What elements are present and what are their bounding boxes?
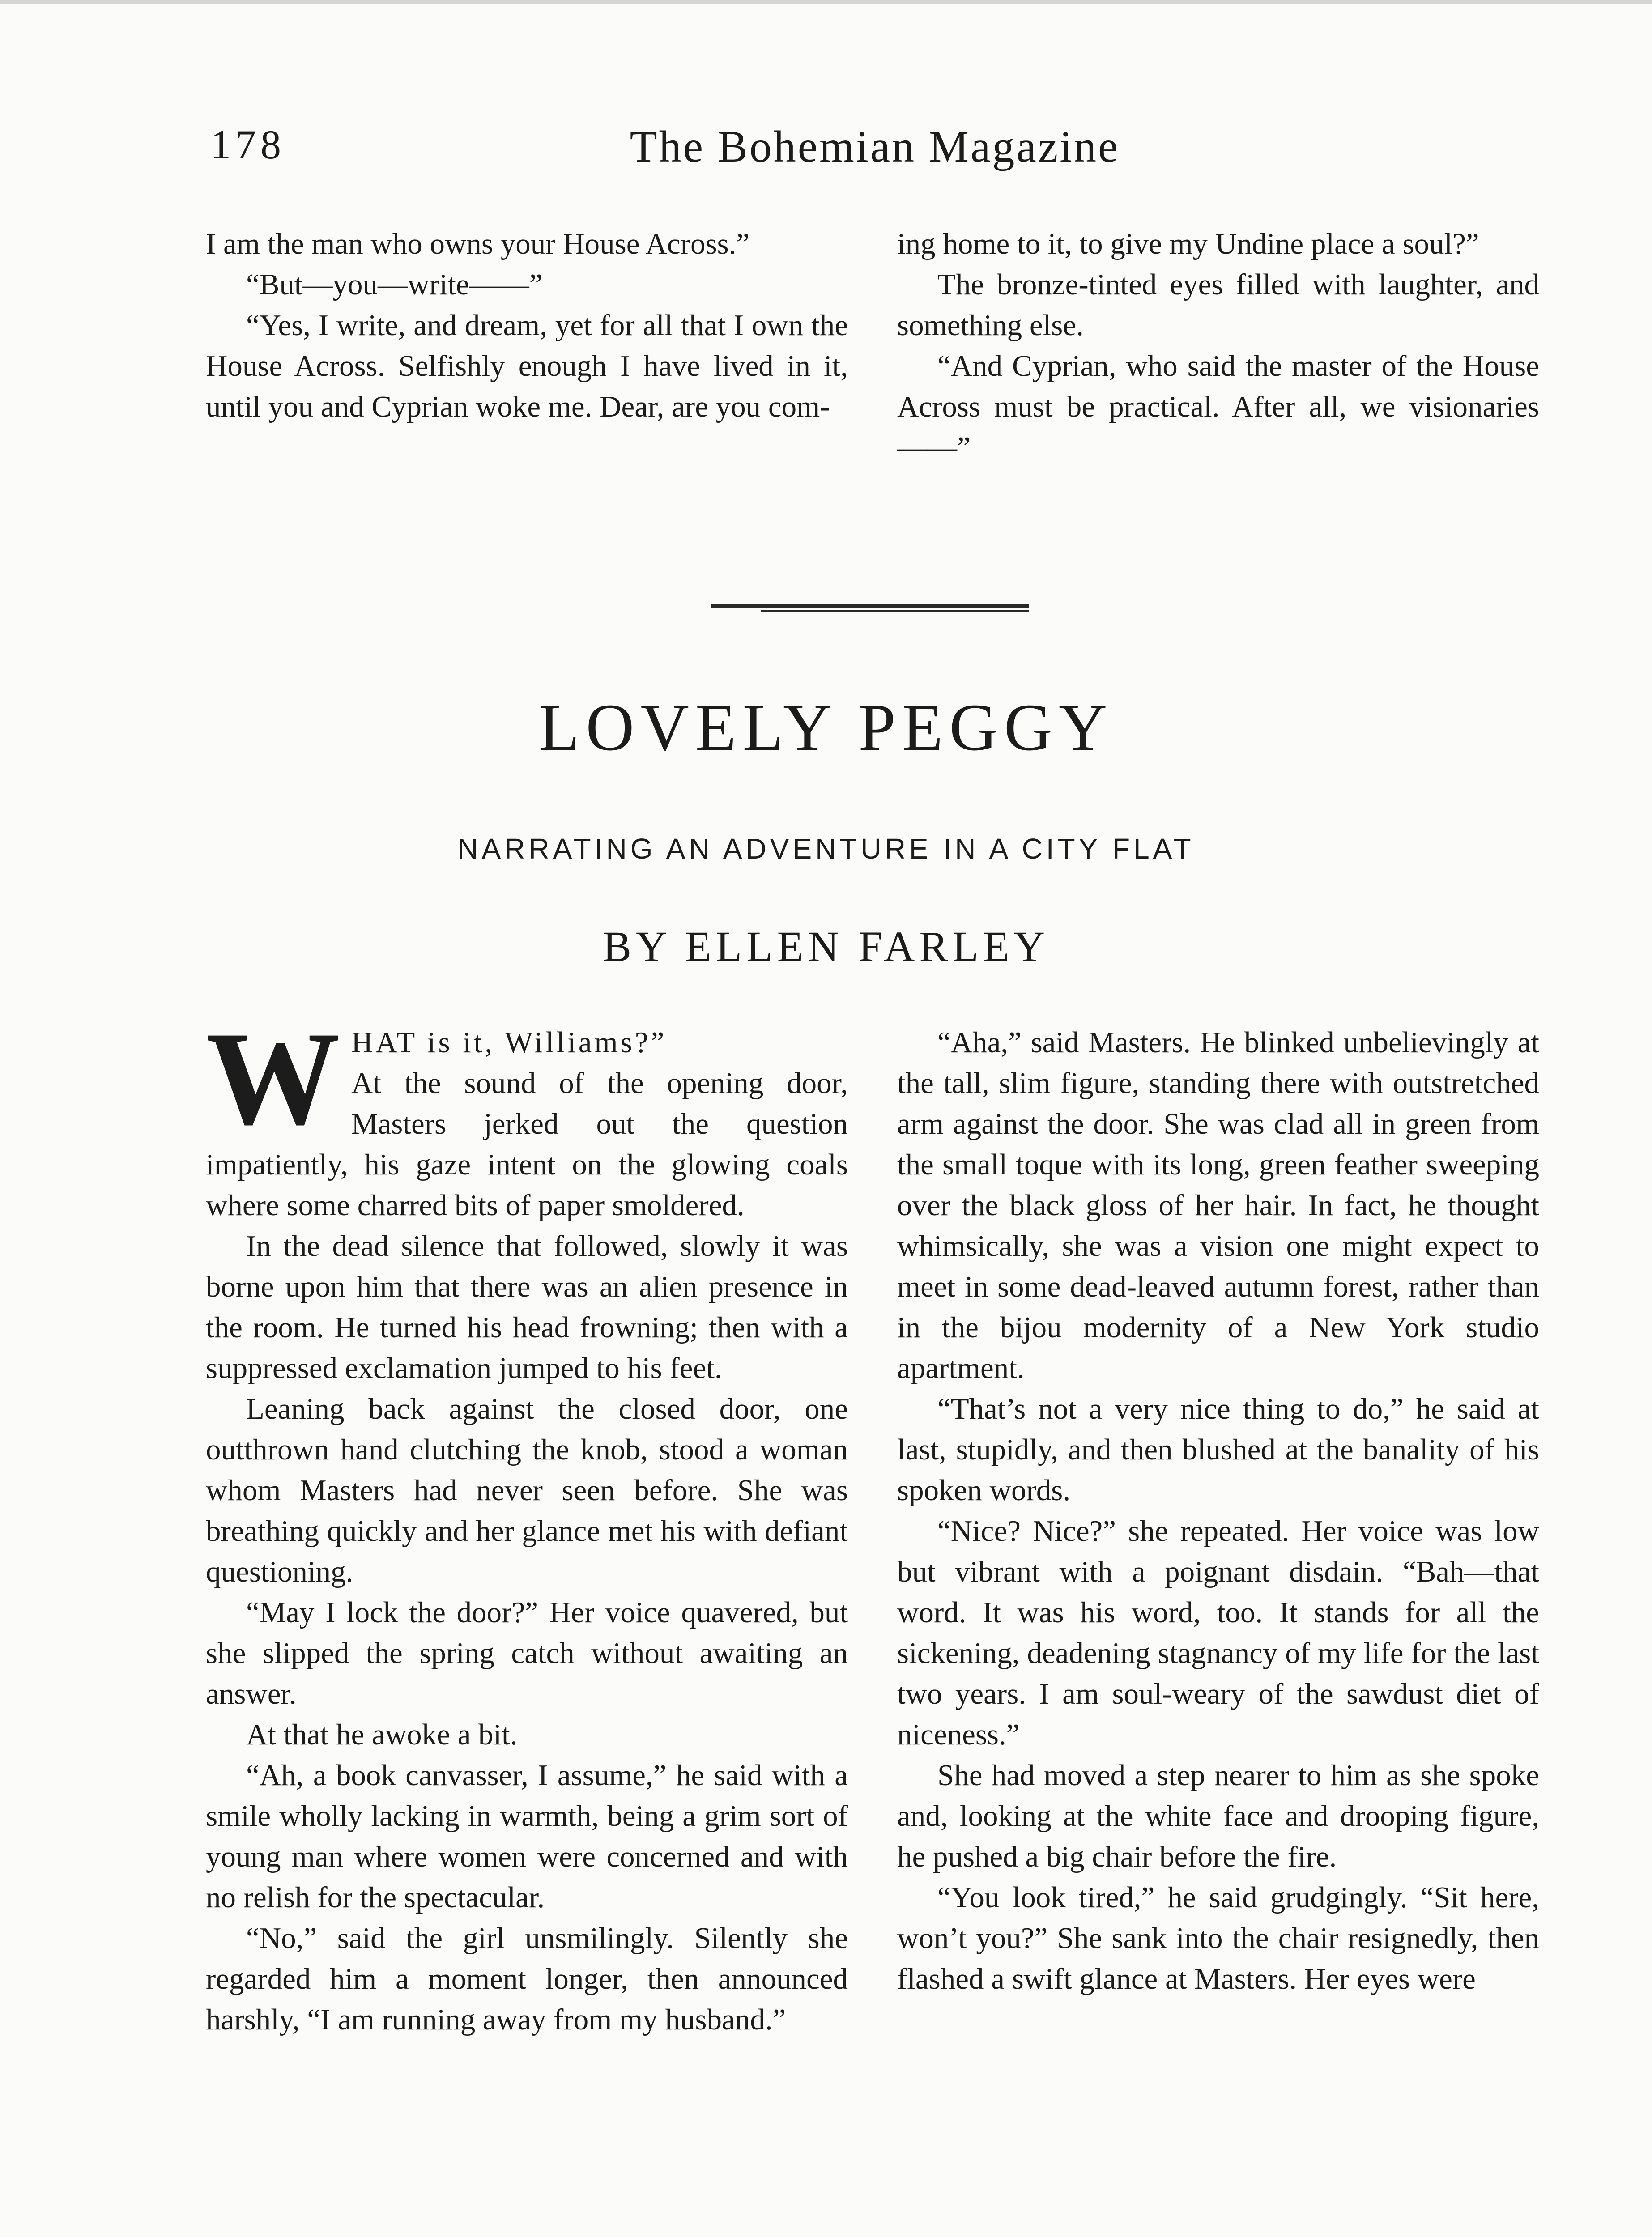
paragraph: “Aha,” said Masters. He blinked unbelievingly at the tall, slim figure, standing there with outstretched arm against the door. She was clad all in green from the small toque with its long, green feather sweeping over the black gloss of her hair. In fact, he thought whimsically, she was a vision one might expect to meet in some dead-leaved autumn forest, rather than in the bijou modernity of a New York studio apartment. xyxy=(897,1026,1539,1385)
opening-line: HAT is it, Williams?” xyxy=(351,1026,667,1059)
section-divider xyxy=(711,604,1029,608)
story-columns xyxy=(206,1004,1539,2040)
previous-story-left-column xyxy=(206,224,848,468)
page-number: 178 xyxy=(210,122,285,167)
story-subtitle: NARRATING AN ADVENTURE IN A CITY FLAT xyxy=(457,833,1195,865)
page-header xyxy=(210,121,1539,179)
opening-rest: At the sound of the opening door, Masters jerked out the question impatiently, his gaze intent on the glowing coals where some charred bits of paper smoldered. xyxy=(206,1067,848,1222)
paragraph: ing home to it, to give my Undine place a soul?” xyxy=(897,227,1479,260)
paragraph: “That’s not a very nice thing to do,” he said at last, stupidly, and then blushed at the banality of his spoken words. xyxy=(897,1392,1539,1507)
section-divider-thin xyxy=(761,610,1029,612)
opening-paragraph xyxy=(206,1004,848,1226)
paragraph: “Yes, I write, and dream, yet for all that I own the House Across. Selfishly enough I have lived in it, until you and Cyprian woke me. Dear, are you com- xyxy=(206,309,848,423)
story-right-column xyxy=(897,1022,1539,2040)
drop-cap: W xyxy=(206,1004,340,1153)
paragraph: The bronze-tinted eyes filled with laughter, and something else. xyxy=(897,268,1539,342)
paragraph: “No,” said the girl unsmilingly. Silently she regarded him a moment longer, then announced harshly, “I am running away from my husband.” xyxy=(206,1922,848,2036)
magazine-title: The Bohemian Magazine xyxy=(630,122,1120,171)
paragraph: In the dead silence that followed, slowly it was borne upon him that there was an alien presence in the room. He turned his head frowning; then with a suppressed exclamation jumped to his feet. xyxy=(206,1229,848,1385)
paragraph: “Ah, a book canvasser, I assume,” he said with a smile wholly lacking in warmth, being a grim sort of young man where women were concerned and with no relish for the spectacular. xyxy=(206,1759,848,1914)
previous-story-right-column xyxy=(897,224,1539,468)
paragraph: At that he awoke a bit. xyxy=(246,1718,518,1751)
paragraph: “You look tired,” he said grudgingly. “Sit here, won’t you?” She sank into the chair resignedly, then flashed a swift glance at Masters. Her eyes were xyxy=(897,1881,1539,1995)
story-title: LOVELY PEGGY xyxy=(538,690,1114,765)
story-byline: BY ELLEN FARLEY xyxy=(603,923,1049,970)
paragraph: “May I lock the door?” Her voice quavered, but she slipped the spring catch without awaiting an answer. xyxy=(206,1596,848,1710)
paragraph: I am the man who owns your House Across.” xyxy=(206,227,750,260)
paragraph: “Nice? Nice?” she repeated. Her voice was low but vibrant with a poignant disdain. “Bah—that word. It was his word, too. It stands for all the sickening, deadening stagnancy of my life for the last two years. I am soul-weary of the sawdust diet of niceness.” xyxy=(897,1514,1539,1751)
paragraph: “But—you—write——” xyxy=(246,268,543,301)
paragraph: “And Cyprian, who said the master of the House Across must be practical. After all, we visionaries——” xyxy=(897,349,1539,464)
paragraph: She had moved a step nearer to him as she spoke and, looking at the white face and drooping figure, he pushed a big chair before the fire. xyxy=(897,1759,1539,1873)
paragraph: Leaning back against the closed door, one outthrown hand clutching the knob, stood a woman whom Masters had never seen before. She was breathing quickly and her glance met his with defiant questioning. xyxy=(206,1392,848,1588)
story-left-column xyxy=(206,1004,848,2040)
previous-story-columns xyxy=(206,224,1539,468)
page-edge xyxy=(0,0,1652,4)
